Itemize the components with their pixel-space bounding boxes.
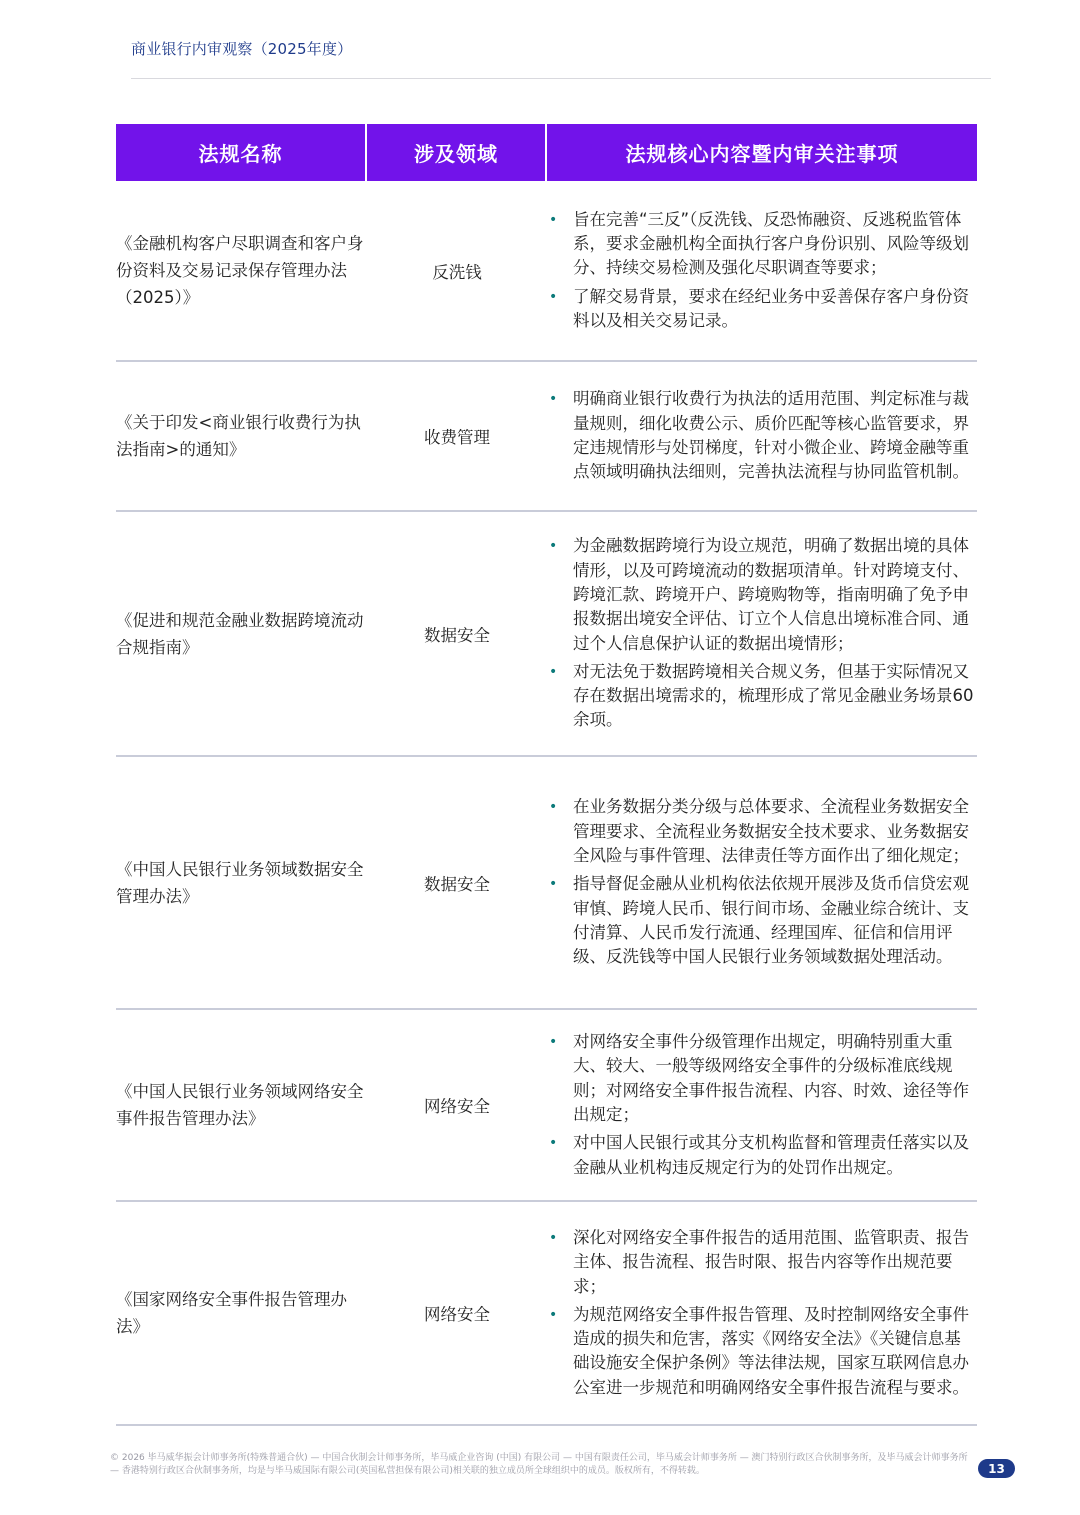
bullet-text: 了解交易背景，要求在经纪业务中妥善保存客户身份资料以及相关交易记录。 (573, 286, 969, 330)
header-divider (131, 78, 991, 79)
regulation-area: 数据安全 (424, 874, 490, 894)
regulation-name: 《中国人民银行业务领域网络安全事件报告管理办法》 (116, 1082, 364, 1128)
bullet-dot-icon: • (549, 288, 558, 305)
running-header-title: 商业银行内审观察（2025年度） (131, 40, 353, 58)
regulation-points (547, 362, 977, 510)
column-header-area: 涉及领域 (367, 124, 547, 181)
regulation-name: 《关于印发<商业银行收费行为执法指南>的通知》 (116, 413, 361, 459)
regulation-name: 《促进和规范金融业数据跨境流动合规指南》 (116, 610, 364, 657)
bullet-text: 为规范网络安全事件报告管理、及时控制网络安全事件造成的损失和危害，落实《网络安全法》《关键信息基础设施安全保护条例》等法律法规，国家互联网信息办公室进一步规范和明确网络安全事件报告流程与要求。 (573, 1304, 969, 1397)
bullet-text: 对中国人民银行或其分支机构监督和管理责任落实以及金融从业机构违反规定行为的处罚作出规定。 (573, 1133, 969, 1177)
regulation-area: 收费管理 (424, 428, 490, 447)
bullet-item (547, 1226, 977, 1299)
bullet-dot-icon: • (549, 211, 558, 228)
bullet-item (547, 208, 977, 281)
bullet-item (547, 387, 977, 484)
bullet-dot-icon: • (549, 1306, 558, 1323)
bullet-dot-icon: • (549, 538, 558, 555)
bullet-dot-icon: • (549, 391, 558, 408)
regulation-name: 《国家网络安全事件报告管理办法》 (116, 1290, 347, 1336)
column-header-name: 法规名称 (116, 124, 367, 181)
table-row (116, 512, 977, 757)
bullet-item (547, 1131, 977, 1180)
regulation-name: 《中国人民银行业务领域数据安全管理办法》 (116, 859, 364, 906)
regulation-points (547, 1202, 977, 1424)
column-header-core: 法规核心内容暨内审关注事项 (625, 142, 899, 166)
bullet-text: 对网络安全事件分级管理作出规定，明确特别重大重大、较大、一般等级网络安全事件的分级标准底线规则；对网络安全事件报告流程、内容、时效、途径等作出规定； (573, 1032, 969, 1124)
bullet-text: 为金融数据跨境行为设立规范，明确了数据出境的具体情形，以及可跨境流动的数据项清单。针对跨境支付、跨境汇款、跨境开户、跨境购物等，指南明确了免予申报数据出境安全评估、订立个人信息出境标准合同、通过个人信息保护认证的数据出境情形； (573, 536, 969, 653)
bullet-item (547, 1030, 977, 1127)
table-row (116, 757, 977, 1010)
regulation-name: 《金融机构客户尽职调查和客户身份资料及交易记录保存管理办法（2025）》 (116, 234, 364, 307)
bullet-item (547, 660, 977, 733)
bullet-dot-icon: • (549, 876, 558, 893)
footer-copyright: © 2026 毕马威华振会计师事务所(特殊普通合伙) — 中国合伙制会计师事务所，毕马威企业咨询 (中国) 有限公司 — 中国有限责任公司，毕马威会计师事务所 — 澳门特别行政区合伙制事务所，及毕马威会计师事务所 — 香港特别行政区合伙制事务所，均是与毕马威国际有限公司(英国私营担保有限公司)相关联的独立成员所全球组织中的成员。版权所有，不得转载。 (110, 1453, 968, 1476)
bullet-item (547, 285, 977, 334)
bullet-item (547, 1303, 977, 1400)
bullet-dot-icon: • (549, 1135, 558, 1152)
bullet-text: 对无法免于数据跨境相关合规义务，但基于实际情况又存在数据出境需求的，梳理形成了常见金融业务场景60余项。 (573, 661, 974, 730)
regulation-points (547, 512, 977, 755)
bullet-text: 指导督促金融从业机构依法依规开展涉及货币信贷宏观审慎、跨境人民币、银行间市场、金融业综合统计、支付清算、人民币发行流通、经理国库、征信和信用评级、反洗钱等中国人民银行业务领域数据处理活动。 (573, 874, 969, 967)
regulation-points (547, 1010, 977, 1200)
regulation-area: 反洗钱 (432, 262, 482, 282)
regulation-area: 数据安全 (424, 625, 490, 645)
page-number-badge: 13 (978, 1459, 1015, 1478)
table-row (116, 1010, 977, 1202)
regulation-area: 网络安全 (424, 1097, 490, 1116)
table-header (116, 124, 977, 181)
bullet-text: 在业务数据分类分级与总体要求、全流程业务数据安全管理要求、全流程业务数据安全技术要求、业务数据安全风险与事件管理、法律责任等方面作出了细化规定； (573, 797, 969, 866)
bullet-dot-icon: • (549, 799, 558, 816)
bullet-text: 明确商业银行收费行为执法的适用范围、判定标准与裁量规则，细化收费公示、质价匹配等核心监管要求，界定违规情形与处罚梯度，针对小微企业、跨境金融等重点领域明确执法细则，完善执法流程与协同监管机制。 (573, 389, 969, 482)
regulations-table (116, 124, 977, 1426)
table-row (116, 181, 977, 362)
regulation-points (547, 757, 977, 1008)
bullet-dot-icon: • (549, 1229, 558, 1246)
regulation-points (547, 181, 977, 360)
bullet-dot-icon: • (549, 663, 558, 680)
bullet-item (547, 872, 977, 969)
bullet-item (547, 534, 977, 655)
table-row (116, 1202, 977, 1426)
bullet-text: 旨在完善“三反”（反洗钱、反恐怖融资、反逃税监管体系，要求金融机构全面执行客户身份识别、风险等级划分、持续交易检测及强化尽职调查等要求； (573, 209, 969, 278)
bullet-dot-icon: • (549, 1034, 558, 1051)
bullet-item (547, 795, 977, 868)
regulation-area: 网络安全 (424, 1305, 490, 1324)
table-row (116, 362, 977, 512)
bullet-text: 深化对网络安全事件报告的适用范围、监管职责、报告主体、报告流程、报告时限、报告内容等作出规范要求； (573, 1227, 969, 1296)
